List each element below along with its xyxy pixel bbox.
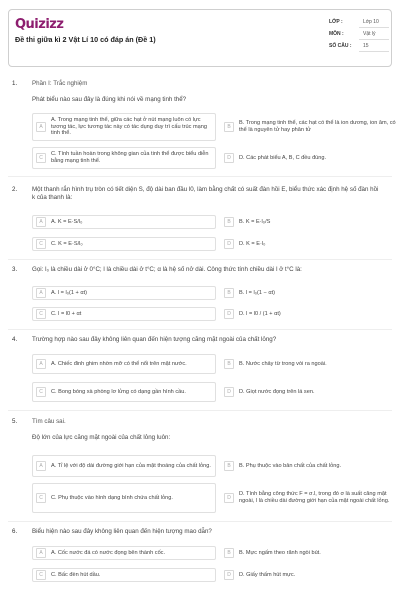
option-text: D. Giấy thấm hút mực. bbox=[239, 571, 296, 578]
option-text: B. l = l₀(1 − αt) bbox=[239, 289, 276, 296]
answer-option[interactable] bbox=[32, 147, 216, 169]
answer-option[interactable] bbox=[220, 237, 400, 251]
answer-option[interactable] bbox=[220, 286, 400, 300]
meta-value: Vật lý bbox=[359, 29, 389, 40]
option-text: D. Tính bằng công thức F = σ.l, trong đó σ là suất căng mặt ngoài, l là chiều dài đường giới hạn của mặt ngoài chất lỏng. bbox=[239, 491, 390, 504]
option-text: D. K = E·l₀ bbox=[239, 240, 266, 247]
option-text: C. K = E·S/l₀ bbox=[51, 240, 83, 247]
meta-row-class bbox=[329, 16, 389, 28]
answer-option[interactable] bbox=[220, 382, 400, 402]
option-text: C. Bấc đèn hút dầu. bbox=[51, 571, 101, 578]
option-letter: C bbox=[36, 570, 46, 580]
question-text: Độ lớn của lực căng mặt ngoài của chất lỏng luôn: bbox=[32, 434, 171, 441]
meta-label: MÔN : bbox=[329, 30, 344, 37]
answer-option[interactable] bbox=[32, 286, 216, 300]
divider bbox=[8, 259, 392, 260]
worksheet-header bbox=[8, 9, 392, 67]
worksheet-title: Đề thi giữa kì 2 Vật Lí 10 có đáp án (Đề 1) bbox=[15, 35, 156, 44]
divider bbox=[8, 329, 392, 330]
meta-row-subject bbox=[329, 28, 389, 40]
option-text: A. Trong mạng tinh thể, giữa các hạt ở nút mạng luôn có lực tương tác, lực tương tác này có tác dụng duy trì cấu trúc mạng tinh thể. bbox=[51, 116, 208, 137]
answer-option[interactable] bbox=[220, 113, 400, 141]
divider bbox=[8, 176, 392, 177]
option-text: C. Tính tuần hoàn trong không gian của tinh thể được biểu diễn bằng mạng tinh thể. bbox=[51, 151, 209, 164]
answer-option[interactable] bbox=[220, 455, 400, 477]
option-letter: C bbox=[36, 309, 46, 319]
worksheet-meta bbox=[329, 16, 389, 52]
option-letter: D bbox=[224, 387, 234, 397]
answer-option[interactable] bbox=[32, 483, 216, 513]
option-text: B. Nước chảy từ trong vòi ra ngoài. bbox=[239, 360, 327, 367]
meta-value: 15 bbox=[359, 41, 389, 52]
option-letter: B bbox=[224, 548, 234, 558]
option-letter: C bbox=[36, 493, 46, 503]
question-text: Trường hợp nào sau đây không liên quan đến hiện tượng căng mặt ngoài của chất lỏng? bbox=[32, 336, 277, 343]
answer-option[interactable] bbox=[32, 354, 216, 374]
question-number: 4. bbox=[12, 336, 18, 343]
option-text: A. Cốc nước đá có nước đọng bên thành cốc. bbox=[51, 549, 166, 556]
meta-row-count bbox=[329, 40, 389, 52]
section-label: Phần I: Trắc nghiệm bbox=[32, 80, 88, 87]
answer-option[interactable] bbox=[220, 546, 400, 560]
answer-option[interactable] bbox=[220, 307, 400, 321]
option-text: A. Chiếc đinh ghim nhờn mỡ có thể nổi trên mặt nước. bbox=[51, 360, 187, 367]
option-letter: D bbox=[224, 239, 234, 249]
meta-label: LỚP : bbox=[329, 18, 343, 25]
option-letter: B bbox=[224, 288, 234, 298]
option-text: C. l = l0 + αt bbox=[51, 310, 82, 317]
option-letter: B bbox=[224, 359, 234, 369]
option-letter: A bbox=[36, 461, 46, 471]
option-letter: C bbox=[36, 153, 46, 163]
option-letter: C bbox=[36, 387, 46, 397]
option-letter: A bbox=[36, 359, 46, 369]
question-text: Một thanh rắn hình trụ tròn có tiết diện S, độ dài ban đầu l0, làm bằng chất có suất đàn hồi E, biểu thức xác định hệ số đàn hồi k của thanh là: bbox=[32, 186, 379, 202]
option-letter: B bbox=[224, 461, 234, 471]
question-number: 2. bbox=[12, 186, 18, 193]
answer-option[interactable] bbox=[220, 483, 400, 513]
option-text: A. l = l₀(1 + αt) bbox=[51, 289, 88, 296]
option-text: B. Phụ thuộc vào bản chất của chất lỏng. bbox=[239, 462, 342, 469]
question-number: 6. bbox=[12, 528, 18, 535]
meta-value: Lớp 10 bbox=[359, 17, 389, 28]
option-letter: D bbox=[224, 493, 234, 503]
question-number: 3. bbox=[12, 266, 18, 273]
divider bbox=[8, 521, 392, 522]
option-letter: B bbox=[224, 217, 234, 227]
answer-option[interactable] bbox=[32, 307, 216, 321]
answer-option[interactable] bbox=[220, 568, 400, 582]
option-text: D. Giọt nước đọng trên lá sen. bbox=[239, 388, 315, 395]
answer-option[interactable] bbox=[32, 237, 216, 251]
option-letter: D bbox=[224, 570, 234, 580]
option-text: A. K = E·S/l₀ bbox=[51, 218, 83, 225]
answer-option[interactable] bbox=[32, 215, 216, 229]
answer-option[interactable] bbox=[32, 382, 216, 402]
answer-option[interactable] bbox=[220, 147, 400, 169]
answer-option[interactable] bbox=[32, 113, 216, 141]
option-text: D. Các phát biểu A, B, C đều đúng. bbox=[239, 154, 327, 161]
quizizz-logo: Quizizz bbox=[15, 17, 64, 32]
option-letter: A bbox=[36, 122, 46, 132]
question-text: Gọi: l₀ là chiều dài ở 0°C; l là chiều dài ở t°C; α là hệ số nở dài. Công thức tính chiều dài l ở t°C là: bbox=[32, 266, 302, 273]
meta-label: SỐ CÂU : bbox=[329, 42, 352, 49]
question-text: Biểu hiện nào sau đây không liên quan đến hiện tượng mao dẫn? bbox=[32, 528, 212, 535]
option-text: B. K = E·l₀/S bbox=[239, 218, 271, 225]
option-letter: A bbox=[36, 548, 46, 558]
answer-option[interactable] bbox=[32, 455, 216, 477]
option-letter: A bbox=[36, 217, 46, 227]
divider bbox=[8, 410, 392, 411]
option-text: A. Tỉ lệ với độ dài đường giới hạn của mặt thoáng của chất lỏng. bbox=[51, 462, 211, 469]
question-number: 1. bbox=[12, 80, 18, 87]
option-text: C. Phụ thuộc vào hình dạng bình chứa chất lỏng. bbox=[51, 494, 173, 501]
answer-option[interactable] bbox=[220, 354, 400, 374]
answer-option[interactable] bbox=[32, 546, 216, 560]
answer-option[interactable] bbox=[32, 568, 216, 582]
question-number: 5. bbox=[12, 418, 18, 425]
option-letter: D bbox=[224, 153, 234, 163]
option-letter: C bbox=[36, 239, 46, 249]
option-text: B. Trong mạng tinh thể, các hạt có thể là ion dương, ion âm, có thể là nguyên tử hay phân tử bbox=[239, 120, 396, 133]
question-text: Phát biểu nào sau đây là đúng khi nói về mạng tinh thể? bbox=[32, 96, 187, 103]
option-letter: B bbox=[224, 122, 234, 132]
option-text: D. l = l0 / (1 + αt) bbox=[239, 310, 281, 317]
option-letter: A bbox=[36, 288, 46, 298]
answer-option[interactable] bbox=[220, 215, 400, 229]
question-intro: Tìm câu sai. bbox=[32, 418, 66, 425]
option-text: B. Mực ngấm theo rãnh ngòi bút. bbox=[239, 549, 321, 556]
option-letter: D bbox=[224, 309, 234, 319]
option-text: C. Bong bóng xà phòng lơ lửng có dạng gần hình cầu. bbox=[51, 388, 186, 395]
